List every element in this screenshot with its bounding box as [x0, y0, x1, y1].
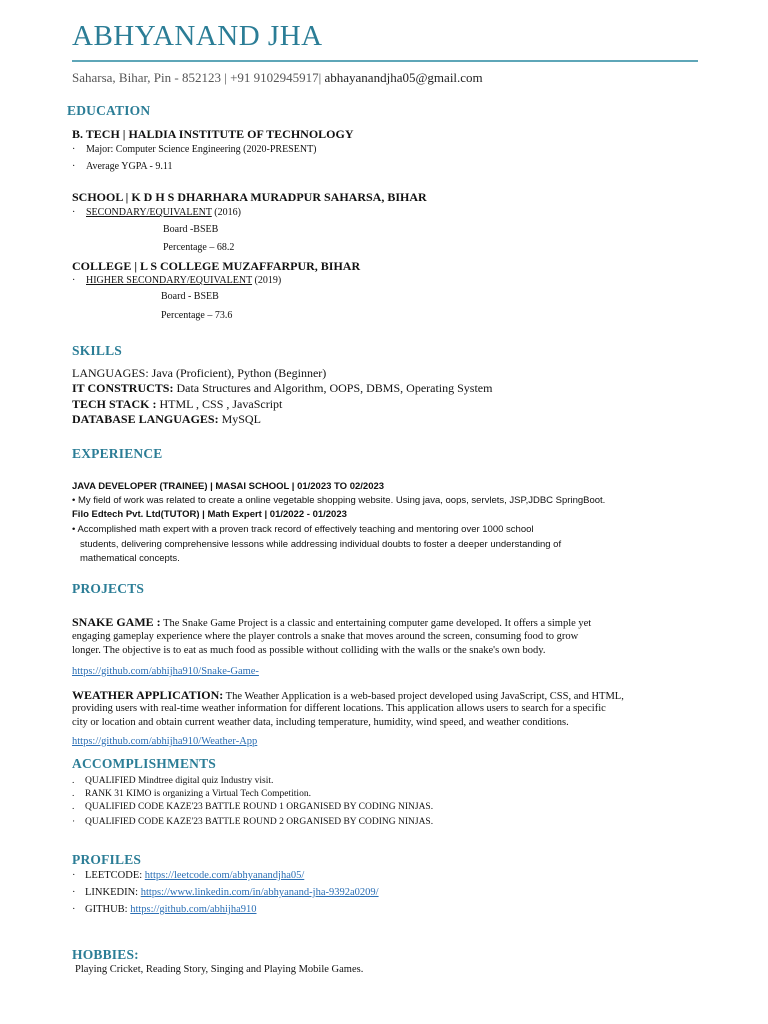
skill-row-languages: LANGUAGES: Java (Proficient), Python (Beginner) [72, 366, 327, 380]
profiles-heading: PROFILES [72, 852, 142, 867]
college-percentage: Percentage – 73.6 [161, 310, 233, 321]
job1-heading: JAVA DEVELOPER (TRAINEE) | MASAI SCHOOL | 01/2023 TO 02/2023 [72, 481, 385, 492]
skill-row-tech-stack: TECH STACK : HTML , CSS , JavaScript [72, 397, 283, 411]
linkedin-link[interactable]: https://www.linkedin.com/in/abhyanand-jha-9392a0209/ [140, 887, 379, 898]
header-divider [72, 60, 698, 62]
skills-heading: SKILLS [72, 343, 122, 358]
job2-heading: Filo Edtech Pvt. Ltd(TUTOR) | Math Expert | 01/2022 - 01/2023 [72, 509, 347, 520]
college-board: Board - BSEB [161, 291, 219, 302]
college-heading: COLLEGE | L S COLLEGE MUZAFFARPUR, BIHAR [72, 259, 361, 273]
experience-heading: EXPERIENCE [72, 446, 163, 461]
btech-item-major: · Major: Computer Science Engineering (2020-PRESENT) [72, 144, 317, 155]
accomplishment-item: . RANK 31 KIMO is organizing a Virtual Tech Competition. [72, 789, 311, 799]
school-heading: SCHOOL | K D H S DHARHARA MURADPUR SAHARSA, BIHAR [72, 190, 427, 204]
projects-heading: PROJECTS [72, 581, 145, 596]
school-level: · SECONDARY/EQUIVALENT (2016) [72, 207, 241, 218]
contact-line [72, 70, 483, 86]
weather-project-link[interactable]: https://github.com/abhijha910/Weather-App [72, 736, 258, 747]
job2-line: mathematical concepts. [80, 553, 180, 564]
weather-project-line: WEATHER APPLICATION: The Weather Application is a web-based project developed using JavaScript, CSS, and HTML, [72, 688, 624, 702]
accomplishment-item: . QUALIFIED CODE KAZE'23 BATTLE ROUND 1 ORGANISED BY CODING NINJAS. [72, 802, 434, 812]
hobbies-text: Playing Cricket, Reading Story, Singing and Playing Mobile Games. [75, 964, 364, 975]
leetcode-link[interactable]: https://leetcode.com/abhyanandjha05/ [144, 870, 305, 881]
contact-details: Saharsa, Bihar, Pin - 852123 | +91 9102945917| [72, 70, 325, 85]
school-board: Board -BSEB [163, 224, 219, 235]
snake-project-line: engaging gameplay experience where the player controls a snake that moves around the screen, consuming food to grow [72, 631, 579, 642]
btech-heading: B. TECH | HALDIA INSTITUTE OF TECHNOLOGY [72, 127, 354, 141]
job2-line: students, delivering comprehensive lessons while addressing individual doubts to foster a deeper understanding of [80, 539, 562, 550]
hobbies-heading: HOBBIES: [72, 947, 139, 962]
school-percentage: Percentage – 68.2 [163, 242, 235, 253]
accomplishment-item: . QUALIFIED Mindtree digital quiz Industry visit. [72, 776, 274, 786]
snake-project-link[interactable]: https://github.com/abhijha910/Snake-Game- [72, 666, 259, 677]
profile-github: · GITHUB: https://github.com/abhijha910 [72, 904, 257, 915]
profile-leetcode: · LEETCODE: https://leetcode.com/abhyanandjha05/ [72, 870, 305, 881]
job2-line: • Accomplished math expert with a proven track record of effectively teaching and mentoring over 1000 school [72, 524, 534, 535]
email-address: abhayanandjha05@gmail.com [324, 70, 483, 85]
job1-description: • My field of work was related to create a online vegetable shopping website. Using java, oops, servlets, JSP,JDBC SpringBoot. [72, 495, 606, 506]
skill-row-database: DATABASE LANGUAGES: MySQL [72, 412, 261, 426]
snake-project-line: longer. The objective is to eat as much food as possible without colliding with the walls or the snake's own body. [72, 645, 546, 656]
snake-project-line: SNAKE GAME : The Snake Game Project is a classic and entertaining computer game developed. It offers a simple yet [72, 615, 592, 629]
weather-project-line: providing users with real-time weather information for different locations. This application allows users to search for a specific [72, 703, 606, 714]
profile-linkedin: · LINKEDIN: https://www.linkedin.com/in/abhyanand-jha-9392a0209/ [72, 887, 379, 898]
college-level: · HIGHER SECONDARY/EQUIVALENT (2019) [72, 275, 282, 286]
accomplishment-item: · QUALIFIED CODE KAZE'23 BATTLE ROUND 2 ORGANISED BY CODING NINJAS. [72, 817, 434, 827]
btech-item-ygpa: · Average YGPA - 9.11 [72, 161, 173, 172]
candidate-name: ABHYANAND JHA [72, 20, 323, 52]
github-link[interactable]: https://github.com/abhijha910 [130, 904, 257, 915]
education-heading: EDUCATION [67, 103, 151, 118]
accomplishments-heading: ACCOMPLISHMENTS [72, 756, 217, 771]
weather-project-line: city or location and obtain current weather data, including temperature, humidity, wind speed, and weather conditions. [72, 717, 569, 728]
skill-row-it-constructs: IT CONSTRUCTS: Data Structures and Algorithm, OOPS, DBMS, Operating System [72, 381, 493, 395]
